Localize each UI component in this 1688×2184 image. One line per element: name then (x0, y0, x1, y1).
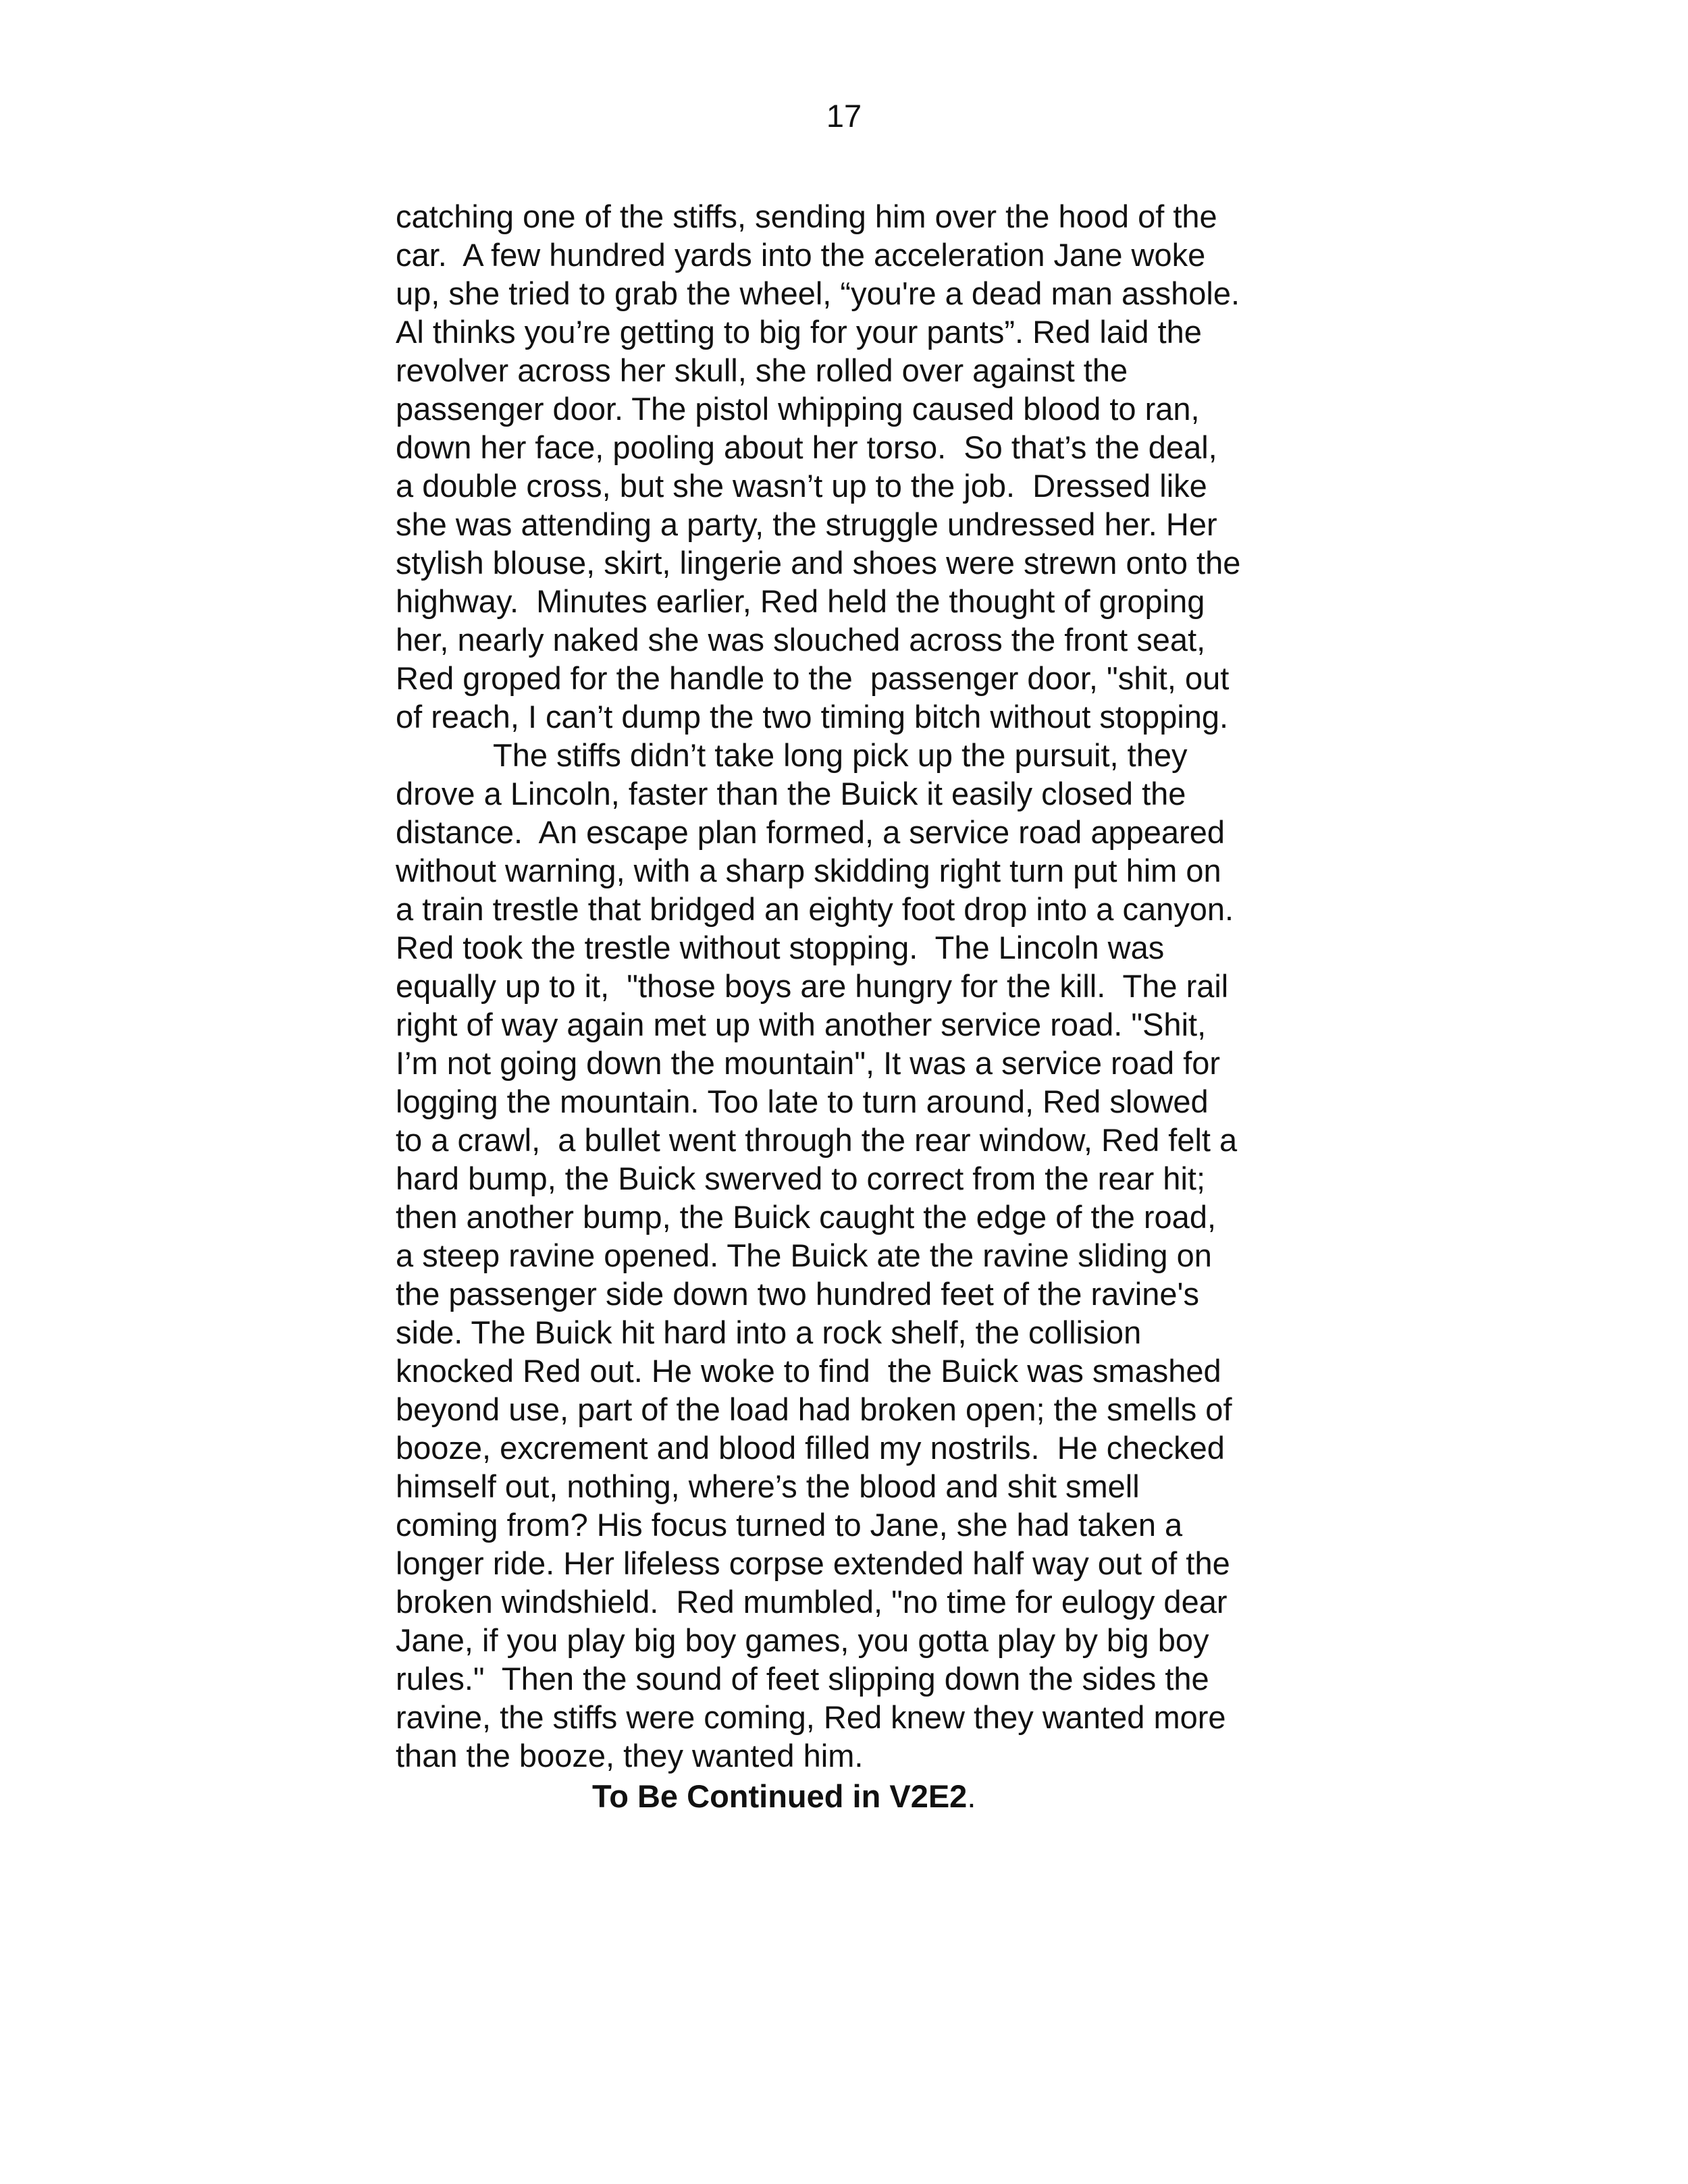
text-line: drove a Lincoln, faster than the Buick it easily closed the (396, 776, 1186, 811)
text-line: stylish blouse, skirt, lingerie and shoes were strewn onto the (396, 545, 1241, 581)
text-line: hard bump, the Buick swerved to correct from the rear hit; (396, 1161, 1206, 1196)
text-line: she was attending a party, the struggle undressed her. Her (396, 506, 1217, 542)
text-line: coming from? His focus turned to Jane, she had taken a (396, 1507, 1183, 1543)
text-line: Red groped for the handle to the passenger door, "shit, out (396, 660, 1230, 696)
text-line: logging the mountain. Too late to turn around, Red slowed (396, 1084, 1209, 1119)
text-line: right of way again met up with another service road. "Shit, (396, 1007, 1207, 1042)
page-number: 17 (826, 98, 862, 134)
text-line: a double cross, but she wasn’t up to the job. Dressed like (396, 468, 1207, 504)
continued-note-bold: To Be Continued in V2E2 (592, 1778, 968, 1814)
text-line: distance. An escape plan formed, a service road appeared (396, 814, 1225, 850)
text-line: than the booze, they wanted him. (396, 1738, 864, 1774)
text-line: car. A few hundred yards into the acceleration Jane woke (396, 237, 1206, 273)
story-text (396, 197, 1375, 1817)
text-line: equally up to it, "those boys are hungry for the kill. The rail (396, 968, 1229, 1004)
text-line: of reach, I can’t dump the two timing bitch without stopping. (396, 699, 1229, 735)
text-line: beyond use, part of the load had broken open; the smells of (396, 1391, 1232, 1427)
text-line: himself out, nothing, where’s the blood and shit smell (396, 1468, 1140, 1504)
text-line: Jane, if you play big boy games, you gotta play by big boy (396, 1622, 1209, 1658)
text-line: longer ride. Her lifeless corpse extended half way out of the (396, 1545, 1230, 1581)
text-line: revolver across her skull, she rolled over against the (396, 352, 1128, 388)
text-line: then another bump, the Buick caught the edge of the road, (396, 1199, 1217, 1235)
text-line: side. The Buick hit hard into a rock shelf, the collision (396, 1314, 1142, 1350)
text-line: a train trestle that bridged an eighty foot drop into a canyon. (396, 891, 1234, 927)
paragraph-start-line: The stiffs didn’t take long pick up the pursuit, they (493, 737, 1188, 773)
text-line: catching one of the stiffs, sending him over the hood of the (396, 198, 1217, 234)
continued-note-period: . (967, 1778, 976, 1814)
text-line: her, nearly naked she was slouched across the front seat, (396, 622, 1206, 658)
text-line: down her face, pooling about her torso. So that’s the deal, (396, 429, 1217, 465)
text-line: highway. Minutes earlier, Red held the thought of groping (396, 583, 1205, 619)
text-line: a steep ravine opened. The Buick ate the ravine sliding on (396, 1237, 1212, 1273)
text-line: rules." Then the sound of feet slipping down the sides the (396, 1661, 1209, 1697)
text-line: Red took the trestle without stopping. The Lincoln was (396, 930, 1165, 965)
text-line: to a crawl, a bullet went through the rear window, Red felt a (396, 1122, 1238, 1158)
text-line: the passenger side down two hundred feet of the ravine's (396, 1276, 1199, 1312)
continued-note (396, 1776, 1375, 1817)
text-line: ravine, the stiffs were coming, Red knew they wanted more (396, 1699, 1226, 1735)
text-line: knocked Red out. He woke to find the Buick was smashed (396, 1353, 1221, 1389)
text-line: broken windshield. Red mumbled, "no time for eulogy dear (396, 1584, 1228, 1620)
text-line: up, she tried to grab the wheel, “you're a dead man asshole. (396, 275, 1240, 311)
text-line: booze, excrement and blood filled my nostrils. He checked (396, 1430, 1225, 1466)
text-line: Al thinks you’re getting to big for your pants”. Red laid the (396, 314, 1202, 350)
text-line: passenger door. The pistol whipping caused blood to ran, (396, 391, 1200, 427)
text-line: without warning, with a sharp skidding right turn put him on (396, 853, 1221, 888)
text-line: I’m not going down the mountain", It was a service road for (396, 1045, 1221, 1081)
